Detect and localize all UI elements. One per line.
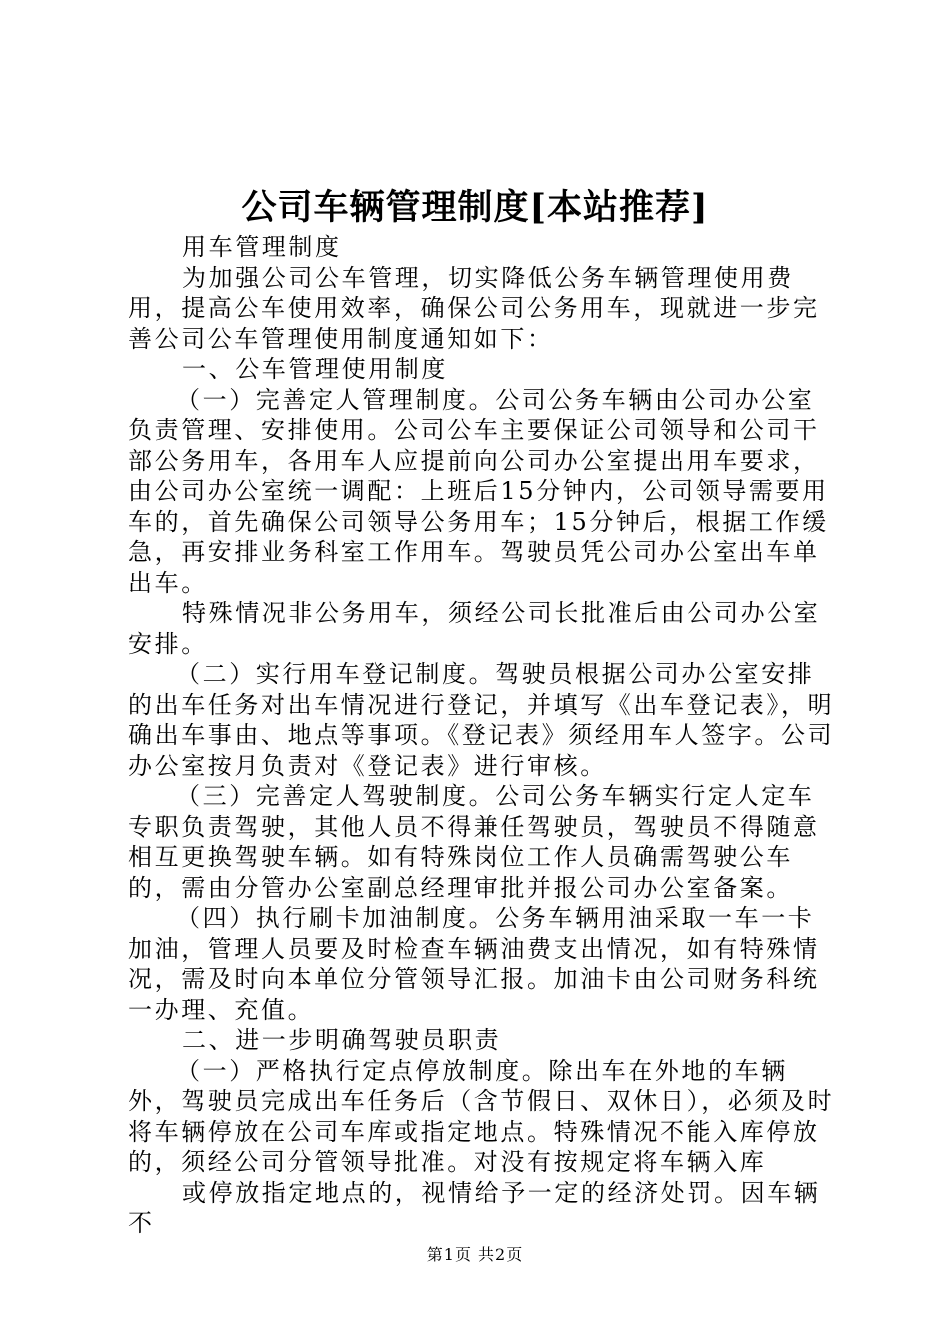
paragraph-1-2: （二）实行用车登记制度。驾驶员根据公司办公室安排的出车任务对出车情况进行登记，并填写《出车登记表》，明确出车事由、地点等事项。《登记表》须经用车人签字。公司办公室按月负责对《登记表》进行审核。 (128, 660, 835, 780)
paragraph-intro: 为加强公司公车管理，切实降低公务车辆管理使用费用，提高公车使用效率，确保公司公务用车，现就进一步完善公司公车管理使用制度通知如下： (128, 263, 820, 353)
section-heading-2: 二、进一步明确驾驶员职责 (182, 1026, 502, 1054)
paragraph-heading-vehicle-rules: 用车管理制度 (182, 233, 342, 261)
paragraph-special-cases: 特殊情况非公务用车，须经公司长批准后由公司办公室安排。 (128, 599, 821, 658)
paragraph-2-1: （一）严格执行定点停放制度。除出车在外地的车辆外，驾驶员完成出车任务后（含节假日、双休日），必须及时将车辆停放在公司车库或指定地点。特殊情况不能入库停放的，须经公司分管领导批准。对没有按规定将车辆入库 (128, 1056, 835, 1176)
page-footer: 第1页 共2页 (426, 1245, 524, 1264)
document-title: 公司车辆管理制度[本站推荐] (241, 187, 709, 228)
paragraph-1-1: （一）完善定人管理制度。公司公务车辆由公司办公室负责管理、安排使用。公司公车主要保证公司领导和公司干部公务用车，各用车人应提前向公司办公室提出用车要求，由公司办公室统一调配：上班后15分钟内，公司领导需要用车的，首先确保公司领导公务用车；15分钟后，根据工作缓急，再安排业务科室工作用车。驾驶员凭公司办公室出车单出车。 (128, 385, 829, 597)
paragraph-1-3: （三）完善定人驾驶制度。公司公务车辆实行定人定车专职负责驾驶，其他人员不得兼任驾驶员，驾驶员不得随意相互更换驾驶车辆。如有特殊岗位工作人员确需驾驶公车的，需由分管办公室副总经理审批并报公司办公室备案。 (128, 782, 820, 902)
paragraph-2-1-continued: 或停放指定地点的，视情给予一定的经济处罚。因车辆不 (128, 1178, 821, 1237)
section-heading-1: 一、公车管理使用制度 (182, 355, 448, 383)
document-body (128, 232, 838, 1239)
paragraph-1-4: （四）执行刷卡加油制度。公务车辆用油采取一车一卡加油，管理人员要及时检查车辆油费支出情况，如有特殊情况，需及时向本单位分管领导汇报。加油卡由公司财务科统一办理、充值。 (128, 904, 820, 1024)
